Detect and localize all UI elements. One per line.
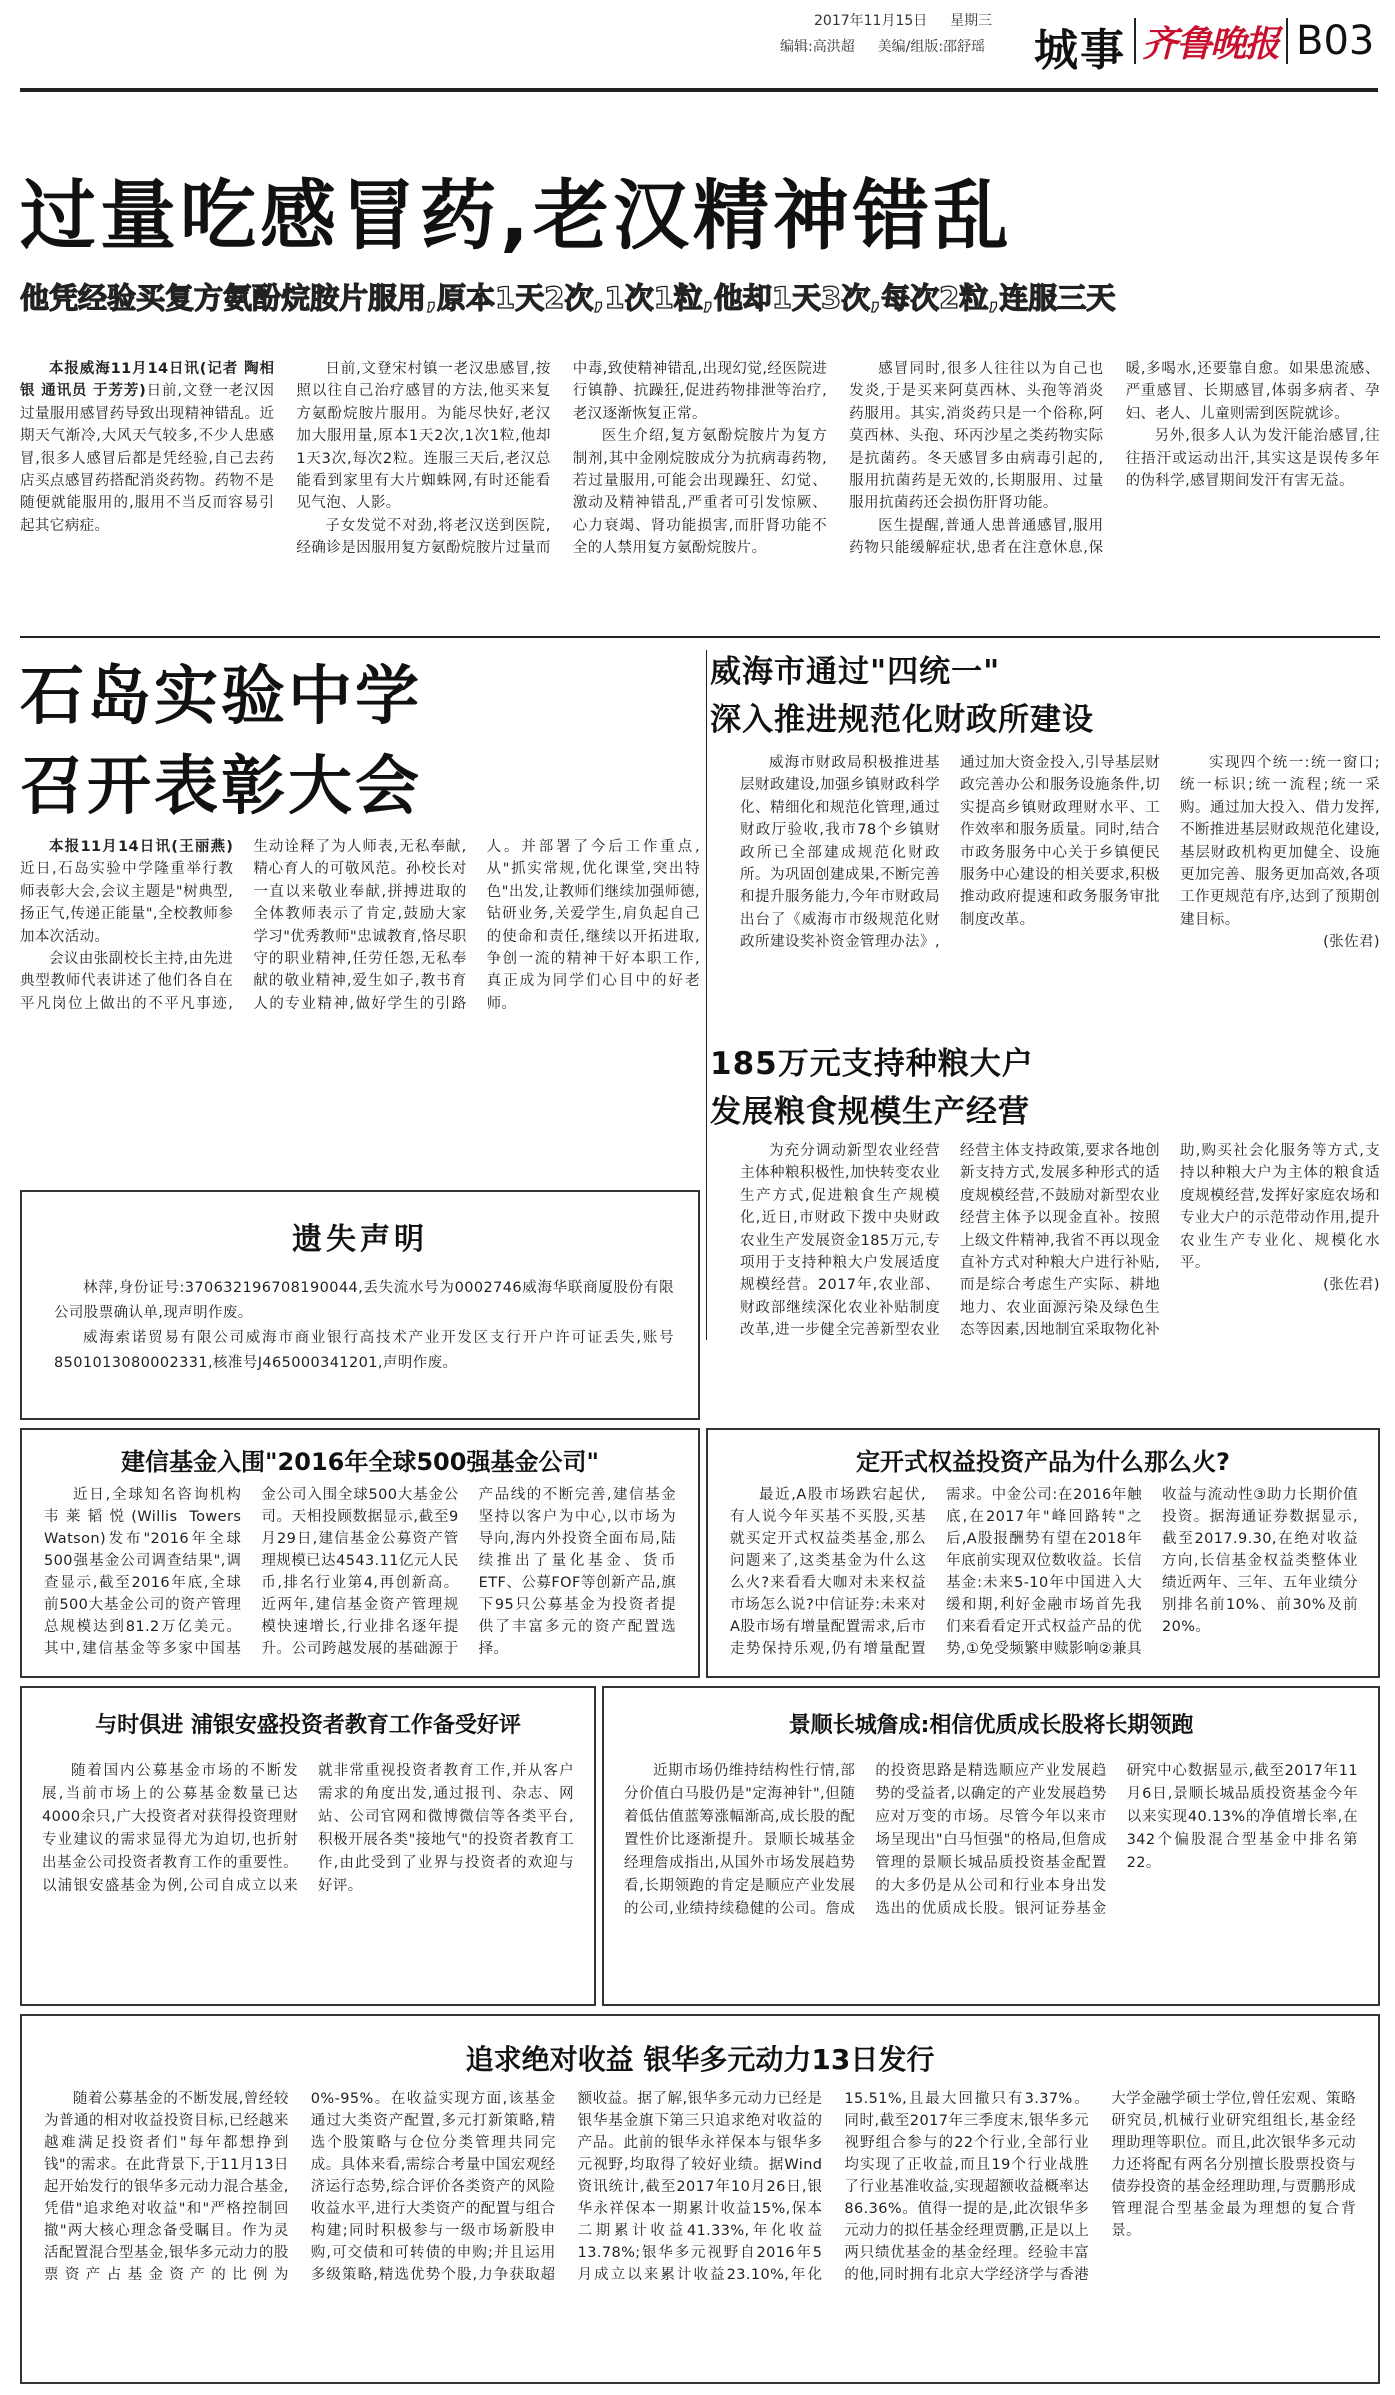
lost-notice-box xyxy=(20,1190,700,1420)
grain-paragraph: 为充分调动新型农业经营主体种粮积极性,加快转变农业生产方式,促进粮食生产规模化,近日,市财政下拨中央财政农业生产发展资金185万元,专项用于支持种粮大户发展适度规模经营。2017年,农业部、财政部继续深化农业补贴制度改革,进一步健全完善新型农业经营主体支持政策,要求各地创新支持方式,发展多种形式的适度规模经营,不鼓励对新型农业经营主体予以现金直补。按照上级文件精神,我省不再以现金直补方式对种粮大户进行补贴,而是综合考虑生产实际、耕地地力、农业面源污染及绿色生态等因素,因地制宜采取物化补助,购买社会化服务等方式,支持以种粮大户为主体的粮食适度规模经营,发挥好家庭农场和专业大户的示范带动作用,提升农业生产专业化、规模化水平。 xyxy=(740,1143,1380,1339)
lead-subtitle: 他凭经验买复方氨酚烷胺片服用,原本1天2次,1次1粒,他却1天3次,每次2粒,连服三天 xyxy=(20,281,1116,315)
masthead-section: 城事 xyxy=(1034,25,1126,76)
yinhua-body: 随着公募基金的不断发展,曾经较为普通的相对收益投资目标,已经越来越难满足投资者们"每年都想挣到钱"的需求。在此背景下,于11月13日起开始发行的银华多元动力混合基金,凭借"追求绝对收益"和"严格控制回撤"两大核心理念备受瞩目。作为灵活配置混合型基金,银华多元动力的股票资产占基金资产的比例为0%-95%。在收益实现方面,该基金通过大类资产配置,多元打新策略,精选个股策略与仓位分类管理共同完成。具体来看,需综合考量中国宏观经济运行态势,综合评价各类资产的风险收益水平,进行大类资产的配置与组合构建;同时积极参与一级市场新股申购,可交债和可转债的申购;并且运用多级策略,精选优势个股,力争获取超额收益。据了解,银华多元动力已经是银华基金旗下第三只追求绝对收益的产品。此前的银华永祥保本与银华多元视野,均取得了较好业绩。据Wind资讯统计,截至2017年10月26日,银华永祥保本一期累计收益15%,保本二期累计收益41.33%,年化收益13.78%;银华多元视野自2016年5月成立以来累计收益23.10%,年化15.51%,且最大回撤只有3.37%。同时,截至2017年三季度末,银华多元视野组合参与的22个行业,全部行业均实现了正收益,而且19个行业战胜了行业基准收益,实现超额收益概率达86.36%。值得一提的是,此次银华多元动力的拟任基金经理贾鹏,正是以上两只绩优基金的基金经理。经验丰富的他,同时拥有北京大学经济学与香港大学金融学硕士学位,曾任宏观、策略研究员,机械行业研究组组长,基金经理助理等职位。而且,此次银华多元动力还将配有两名分别擅长股票投资与债券投资的基金经理助理,与贾鹏形成管理混合型基金最为理想的复合背景。 xyxy=(44,2091,1356,2283)
school-dateline: 本报11月14日讯(王丽燕) xyxy=(49,839,234,855)
weihai-signature: (张佐君) xyxy=(1323,934,1380,951)
masthead-designer: 美编/组版:邵舒瑶 xyxy=(877,39,986,55)
lead-paragraph: 感冒同时,很多人往往以为自己也发炎,于是买来阿莫西林、头孢等消炎药服用。其实,消炎药只是一个俗称,阿莫西林、头孢、环丙沙星之类药物实际是抗菌药。冬天感冒多由病毒引起的,服用抗菌药是无效的,长期服用、过量服用抗菌药还会损伤肝肾功能。 xyxy=(849,361,1104,512)
weihai-body xyxy=(740,752,1380,1044)
lost-notice-item: 威海索诺贸易有限公司威海市商业银行高技术产业开发区支行开户许可证丢失,账号8501013080002331,核准号J465000341201,声明作废。 xyxy=(54,1330,674,1371)
weihai-headline-line2: 深入推进规范化财政所建设 xyxy=(710,702,1094,738)
yinhua-box xyxy=(20,2014,1380,2384)
lead-paragraph: 子女发觉不对劲,将老汉送到医院,经确诊是因服用复方氨酚烷胺片过量而中毒,致使精神错乱,出现幻觉,经医院进行镇静、抗躁狂,促进药物排泄等治疗,老汉逐渐恢复正常。 xyxy=(296,361,828,557)
lost-notice-item: 林萍,身份证号:370632196708190044,丢失流水号为0002746威海华联商厦股份有限公司股票确认单,现声明作废。 xyxy=(54,1280,674,1321)
school-body xyxy=(20,836,700,1176)
section-divider xyxy=(20,636,1380,638)
open-fund-body: 最近,A股市场跌宕起伏,有人说今年买基不买股,买基就买定开式权益类基金,那么问题来了,这类基金为什么这么火?来看看大咖对未来权益市场怎么说?中信证券:未来对A股市场有增量配置需求,后市走势保持乐观,仍有增量配置需求。中金公司:在2016年触底,在2017年"峰回路转"之后,A股报酬势有望在2018年年底前实现双位数收益。长信基金:未来5-10年中国进入大缓和期,利好金融市场首先我们来看看定开式权益产品的优势,①免受频繁申赎影响②兼具收益与流动性③助力长期价值投资。据海通证券数据显示,截至2017.9.30,在绝对收益方向,长信基金权益类整体业绩近两年、三年、五年业绩分别排名前10%、前30%及前20%。 xyxy=(730,1487,1358,1657)
grain-headline-line1: 185万元支持种粮大户 xyxy=(710,1046,1034,1082)
masthead-weekday: 星期三 xyxy=(950,13,993,29)
masthead xyxy=(0,0,1395,80)
masthead-rule xyxy=(20,88,1378,92)
school-headline-line2: 召开表彰大会 xyxy=(20,750,422,824)
jingshun-headline: 景顺长城詹成:相信优质成长股将长期领跑 xyxy=(788,1713,1194,1738)
weihai-headline-line1: 威海市通过"四统一" xyxy=(710,654,1001,690)
pufa-headline: 与时俱进 浦银安盛投资者教育工作备受好评 xyxy=(95,1713,521,1738)
grain-body xyxy=(740,1140,1380,1432)
ccb-fund-body: 近日,全球知名咨询机构韦莱韬悦(Willis Towers Watson)发布"2016年全球500强基金公司调查结果",调查显示,截至2016年底,全球前500大基金公司的资产管理总规模达到81.2万亿美元。其中,建信基金等多家中国基金公司入围全球500大基金公司。天相投顾数据显示,截至9月29日,建信基金公募资产管理规模已达4543.11亿元人民币,排名行业第4,再创新高。近两年,建信基金资产管理规模快速增长,行业排名逐年提升。公司跨越发展的基础源于产品线的不断完善,建信基金坚持以客户为中心,以市场为导向,海内外投资全面布局,陆续推出了量化基金、货币ETF、公募FOF等创新产品,旗下95只公募基金为投资者提供了丰富多元的资产配置选择。 xyxy=(44,1487,676,1657)
lead-paragraph: 医生提醒,普通人患普通感冒,服用药物只能缓解症状,患者在注意休息,保暖,多喝水,还要靠自愈。如果患流感、严重感冒、长期感冒,体弱多病者、孕妇、老人、儿童则需到医院就诊。 xyxy=(849,361,1380,557)
lead-body xyxy=(20,358,1380,626)
school-paragraph: 会议由张副校长主持,由先进典型教师代表讲述了他们各自在平凡岗位上做出的不平凡事迹,生动诠释了为人师表,无私奉献,精心育人的可敬风范。孙校长对一直以来敬业奉献,拼搏进取的全体教师表示了肯定,鼓励大家学习"优秀教师"忠诚教育,恪尽职守的职业精神,任劳任怨,无私奉献的敬业精神,爱生如子,教书育人的专业精神,做好学生的引路人。并部署了今后工作重点,从"抓实常规,优化课堂,突出特色"出发,让教师们继续加强师德,钻研业务,关爱学生,肩负起自己的使命和责任,继续以开拓进取,争创一流的精神干好本职工作,真正成为同学们心目中的好老师。 xyxy=(20,839,700,1012)
masthead-date-line xyxy=(814,10,992,30)
ccb-fund-headline: 建信基金入围"2016年全球500强基金公司" xyxy=(121,1448,599,1476)
lead-paragraph: 医生介绍,复方氨酚烷胺片为复方制剂,其中金刚烷胺成分为抗病毒药物,若过量服用,可能会出现躁狂、幻觉、激动及精神错乱,严重者可引发惊厥、心力衰竭、肾功能损害,而肝肾功能不全的人禁用复方氨酚烷胺片。 xyxy=(572,428,828,557)
weihai-paragraph: 威海市财政局积极推进基层财政建设,加强乡镇财政科学化、精细化和规范化管理,通过财政厅验收,我市78个乡镇财政所已全部建成规范化财政所。为巩固创建成果,不断完善和提升服务能力,今年市财政局出台了《威海市市级规范化财政所建设奖补资金管理办法》,通过加大资金投入,引导基层财政完善办公和服务设施条件,切实提高乡镇财政理财水平、工作效率和服务质量。同时,结合市政务服务中心关于乡镇便民服务中心建设的相关要求,积极推动政府提速和政务服务审批制度改革。 xyxy=(740,755,1160,951)
pufa-body: 随着国内公募基金市场的不断发展,当前市场上的公募基金数量已达4000余只,广大投资者对获得投资理财专业建议的需求显得尤为迫切,也折射出基金公司投资者教育工作的重要性。以浦银安盛基金为例,公司自成立以来就非常重视投资者教育工作,并从客户需求的角度出发,通过报刊、杂志、网站、公司官网和微博微信等各类平台,积极开展各类"接地气"的投资者教育工作,由此受到了业界与投资者的欢迎与好评。 xyxy=(42,1763,574,1894)
grain-headline xyxy=(710,1040,1034,1136)
school-paragraph: 近日,石岛实验中学隆重举行教师表彰大会,会议主题是"树典型,扬正气,传递正能量",全校教师参加本次活动。 xyxy=(20,861,234,945)
jingshun-box xyxy=(602,1686,1380,2006)
masthead-divider xyxy=(1286,18,1288,64)
lead-paragraph: 日前,文登宋村镇一老汉患感冒,按照以往自己治疗感冒的方法,他买来复方氨酚烷胺片服用。为能尽快好,老汉加大服用量,原本1天2次,1次1粒,他却1天3次,每次2粒。连服三天后,老汉总能看到家里有大片蜘蛛网,有时还能看见气泡、人影。 xyxy=(296,361,551,512)
grain-headline-line2: 发展粮食规模生产经营 xyxy=(710,1094,1030,1130)
masthead-divider xyxy=(1134,18,1136,64)
masthead-editor-line xyxy=(780,36,985,56)
lead-paragraph: 另外,很多人认为发汗能治感冒,往往捂汗或运动出汗,其实这是误传多年的伪科学,感冒期间发汗有害无益。 xyxy=(1125,428,1380,490)
masthead-paper-logo: 齐鲁晚报 xyxy=(1142,23,1279,65)
masthead-page-number: B03 xyxy=(1296,18,1375,64)
yinhua-headline: 追求绝对收益 银华多元动力13日发行 xyxy=(465,2043,935,2076)
lead-dateline: 本报威海11月14日讯(记者 陶相银 通讯员 于芳芳) xyxy=(20,361,275,400)
jingshun-body: 近期市场仍维持结构性行情,部分价值白马股仍是"定海神针",但随着低估值蓝筹涨幅渐高,成长股的配置性价比逐渐提升。景顺长城基金经理詹成指出,从国外市场发展趋势看,长期领跑的肯定是顺应产业发展的公司,业绩持续稳健的公司。詹成的投资思路是精选顺应产业发展趋势的受益者,以确定的产业发展趋势应对万变的市场。尽管今年以来市场呈现出"白马恒强"的格局,但詹成管理的景顺长城品质投资基金配置的大多仍是从公司和行业本身出发选出的优质成长股。银河证券基金研究中心数据显示,截至2017年11月6日,景顺长城品质投资基金今年以来实现40.13%的净值增长率,在342个偏股混合型基金中排名第22。 xyxy=(624,1763,1358,1917)
lead-paragraph: 日前,文登一老汉因过量服用感冒药导致出现精神错乱。近期天气渐冷,大风天气较多,不少人患感冒,很多人感冒后都是凭经验,自己去药店买点感冒药搭配消炎药物。药物不是随便就能服用的,服用不当反而容易引起其它病症。 xyxy=(20,383,275,534)
weihai-paragraph: 实现四个统一:统一窗口;统一标识;统一流程;统一采购。通过加大投入、借力发挥,不断推进基层财政规范化建设,基层财政机构更加健全、设施更加完善、服务更加高效,各项工作更规范有序,达到了预期创建目标。 xyxy=(1180,755,1380,928)
lost-notice-title: 遗失声明 xyxy=(292,1222,428,1257)
open-fund-headline: 定开式权益投资产品为什么那么火? xyxy=(856,1448,1230,1476)
weihai-headline xyxy=(710,648,1094,744)
lost-notice-body xyxy=(54,1276,674,1376)
open-fund-box xyxy=(706,1428,1380,1678)
lead-headline: 过量吃感冒药,老汉精神错乱 xyxy=(20,171,1013,260)
school-headline-line1: 石岛实验中学 xyxy=(20,660,422,734)
masthead-editor: 编辑:高洪超 xyxy=(780,39,855,55)
school-headline xyxy=(20,652,422,832)
masthead-date: 2017年11月15日 xyxy=(814,13,928,29)
grain-signature: (张佐君) xyxy=(1323,1277,1380,1294)
column-divider xyxy=(706,650,707,1340)
pufa-box xyxy=(20,1686,596,2006)
ccb-fund-box xyxy=(20,1428,700,1678)
